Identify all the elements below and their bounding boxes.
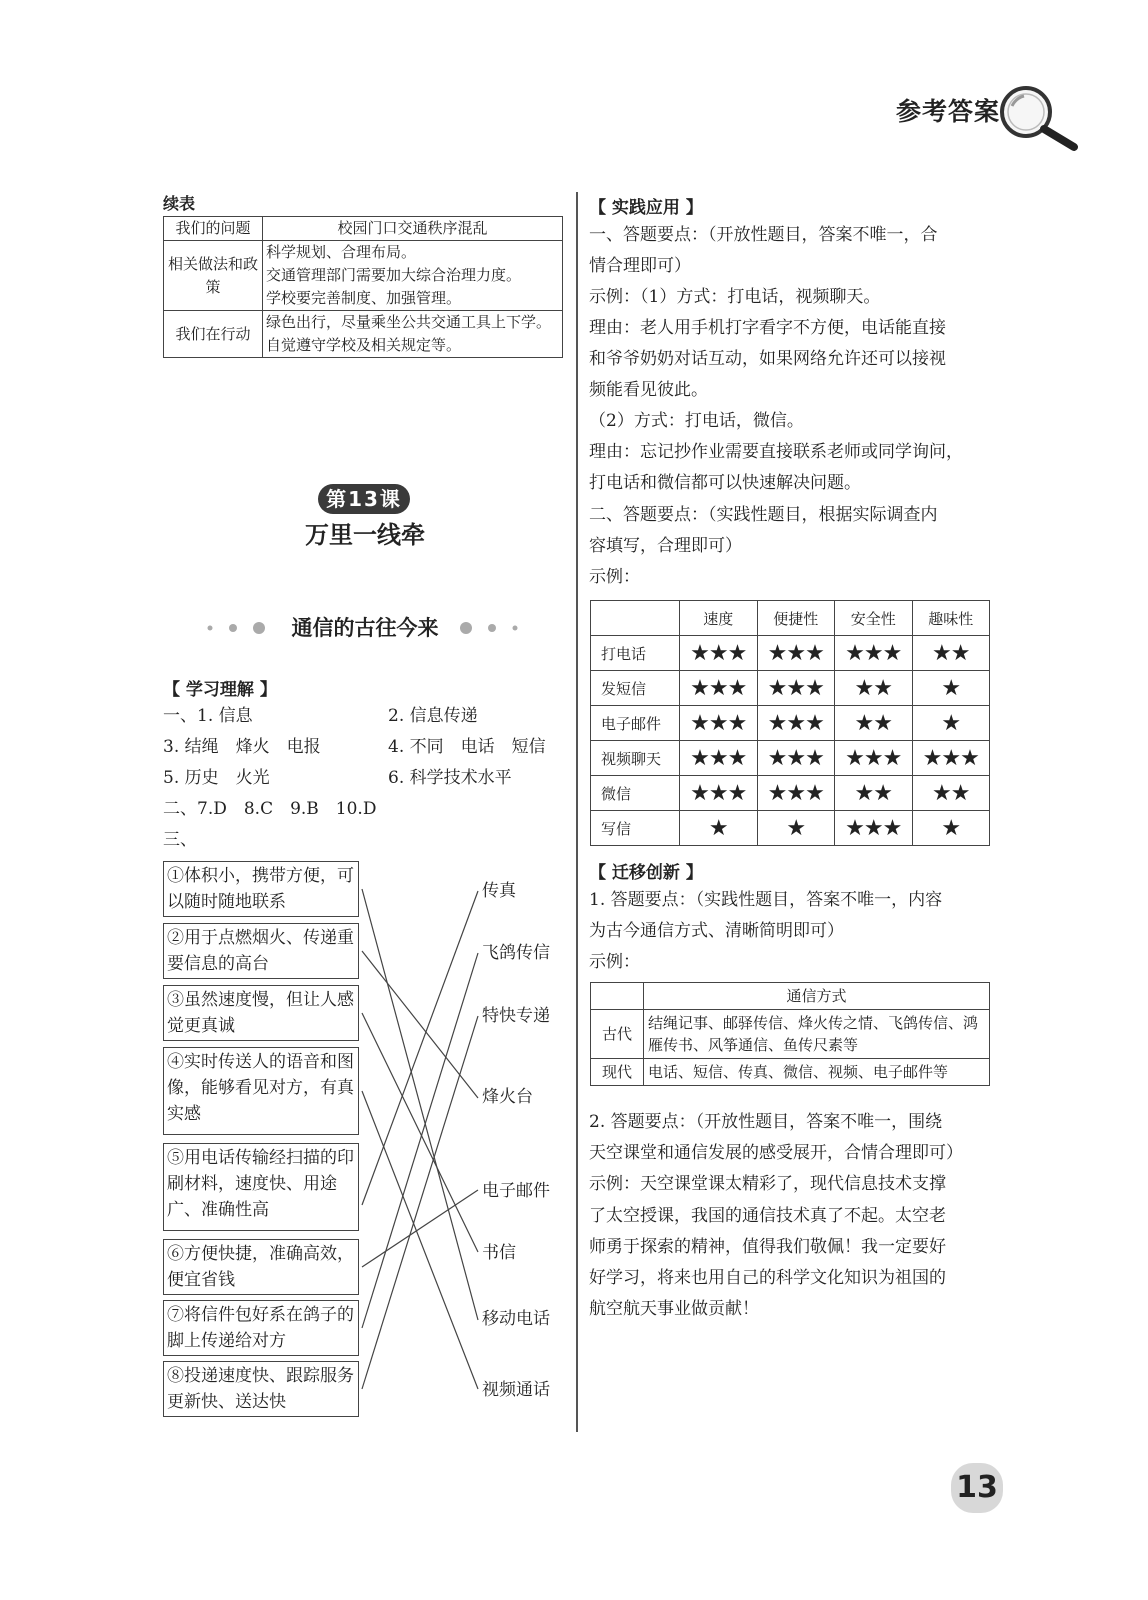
table-row (591, 776, 990, 811)
continued-table (163, 216, 563, 358)
star-rating: ★★★ (835, 741, 913, 776)
innovation-line: 示例： (589, 952, 640, 972)
matching-left-item: ①体积小，携带方便，可以随时随地联系 (163, 861, 359, 917)
matching-line (362, 1190, 478, 1267)
table-cell: 我们的问题 (164, 217, 263, 241)
matching-line (362, 953, 478, 1328)
lesson-badge: 第13课 (318, 484, 410, 514)
star-rating: ★★★ (757, 636, 835, 671)
study-heading: 【 学习理解 】 (163, 680, 277, 700)
star-rating: ★★★ (680, 706, 758, 741)
matching-right-item: 特快专递 (482, 1006, 550, 1026)
matching-right-item: 电子邮件 (482, 1181, 550, 1201)
practice-line: 示例：（1）方式：打电话，视频聊天。 (589, 287, 881, 307)
matching-left-item: ③虽然速度慢，但让人感觉更真诚 (163, 985, 359, 1041)
table-cell (263, 311, 563, 358)
star-rating: ★ (912, 671, 990, 706)
practice-line: 容填写，合理即可） (589, 536, 742, 556)
matching-right-item: 飞鸽传信 (482, 943, 550, 963)
table-row (164, 217, 563, 241)
table-cell (263, 241, 563, 311)
practice-line: 一、答题要点：（开放性题目，答案不唯一，合 (589, 225, 938, 245)
row-header: 现代 (591, 1059, 644, 1086)
star-rating: ★★★ (680, 636, 758, 671)
star-rating: ★★★ (680, 776, 758, 811)
matching-right-item: 视频通话 (482, 1380, 550, 1400)
row-head-text: 相关做法和政策 (167, 254, 258, 296)
row-header: 写信 (591, 811, 680, 846)
column-divider (576, 192, 578, 1432)
star-rating: ★★ (835, 776, 913, 811)
star-rating: ★ (912, 706, 990, 741)
star-rating: ★★ (835, 671, 913, 706)
column-header: 通信方式 (644, 983, 990, 1010)
row-header: 微信 (591, 776, 680, 811)
practice-line: 示例： (589, 567, 640, 587)
cell-line: 科学规划、合理布局。 (266, 243, 417, 261)
page-header-title: 参考答案 (896, 97, 1001, 126)
matching-right-item: 传真 (482, 881, 516, 901)
page-number: 13 (951, 1463, 1003, 1513)
matching-line (362, 951, 478, 1098)
innovation-line: 师勇于探索的精神，值得我们敬佩！我一定要好 (589, 1237, 946, 1257)
innovation-line: 为古今通信方式、清晰简明即可） (589, 921, 844, 941)
matching-right-item: 书信 (482, 1243, 516, 1263)
star-rating: ★ (757, 811, 835, 846)
rating-table (590, 600, 990, 846)
innovation-line: 1. 答题要点：（实践性题目，答案不唯一，内容 (589, 890, 943, 910)
cell-line: 交通管理部门需要加大综合治理力度。 (266, 266, 522, 284)
table-cell: 电话、短信、传真、微信、视频、电子邮件等 (644, 1059, 990, 1086)
row-header: 电子邮件 (591, 706, 680, 741)
cell-line: 自觉遵守学校及相关规定等。 (266, 336, 462, 354)
star-rating: ★★ (912, 776, 990, 811)
answer-text: 3. 结绳 烽火 电报 (163, 737, 321, 757)
row-header: 发短信 (591, 671, 680, 706)
matching-left-item: ⑦将信件包好系在鸽子的脚上传递给对方 (163, 1300, 359, 1356)
table-row (591, 1059, 990, 1086)
cell-line: 学校要完善制度、加强管理。 (266, 289, 462, 307)
star-rating: ★★★ (912, 741, 990, 776)
table-row (591, 636, 990, 671)
matching-left-item: ⑧投递速度快、跟踪服务更新快、送达快 (163, 1361, 359, 1417)
matching-line (362, 891, 478, 1205)
table-row (164, 311, 563, 358)
column-header: 便捷性 (757, 601, 835, 636)
table-cell (164, 241, 263, 311)
star-rating: ★★★ (757, 671, 835, 706)
table-row (164, 241, 563, 311)
lesson-title: 万里一线牵 (305, 521, 425, 549)
table-cell: 我们在行动 (164, 311, 263, 358)
matching-left-item: ②用于点燃烟火、传递重要信息的高台 (163, 923, 359, 979)
answer-text: 5. 历史 火光 (163, 768, 270, 788)
practice-line: 理由：老人用手机打字看字不方便，电话能直接 (589, 318, 946, 338)
star-rating: ★ (680, 811, 758, 846)
innovation-line: 航空航天事业做贡献！ (589, 1299, 759, 1319)
star-rating: ★★★ (680, 671, 758, 706)
practice-line: 和爷爷奶奶对话互动，如果网络允许还可以接视 (589, 349, 946, 369)
innovation-line: 天空课堂和通信发展的感受展开，合情合理即可） (589, 1143, 963, 1163)
matching-line (362, 1091, 478, 1389)
innovation-heading: 【 迁移创新 】 (589, 863, 703, 883)
column-header: 速度 (680, 601, 758, 636)
matching-line (362, 1013, 478, 1252)
innovation-line: 了太空授课，我国的通信技术真了不起。太空老 (589, 1206, 946, 1226)
star-rating: ★★★ (680, 741, 758, 776)
innovation-line: 2. 答题要点：（开放性题目，答案不唯一，围绕 (589, 1112, 943, 1132)
matching-line (362, 889, 478, 1320)
row-header: 古代 (591, 1010, 644, 1059)
star-rating: ★★★ (835, 811, 913, 846)
table-row (591, 671, 990, 706)
practice-line: 二、答题要点：（实践性题目，根据实际调查内 (589, 505, 938, 525)
answer-text: 2. 信息传递 (388, 706, 478, 726)
continued-table-label: 续表 (163, 194, 196, 213)
row-header: 打电话 (591, 636, 680, 671)
star-rating: ★★ (835, 706, 913, 741)
practice-line: 频能看见彼此。 (589, 380, 708, 400)
table-cell: 结绳记事、邮驿传信、烽火传之情、飞鸽传信、鸿雁传书、风筝通信、鱼传尺素等 (644, 1010, 990, 1059)
column-header: 趣味性 (912, 601, 990, 636)
star-rating: ★★★ (835, 636, 913, 671)
magnifier-icon (996, 84, 1080, 154)
matching-left-item: ⑤用电话传输经扫描的印刷材料，速度快、用途广、准确性高 (163, 1143, 359, 1231)
column-header: 安全性 (835, 601, 913, 636)
answer-text: 一、1. 信息 (163, 706, 253, 726)
practice-line: 情合理即可） (589, 256, 691, 276)
table-row (591, 1010, 990, 1059)
matching-right-item: 烽火台 (482, 1087, 533, 1107)
matching-right-item: 移动电话 (482, 1309, 550, 1329)
table-header-row (591, 983, 990, 1010)
innovation-line: 示例：天空课堂课太精彩了，现代信息技术支撑 (589, 1174, 946, 1194)
answer-text: 三、 (163, 830, 197, 850)
answer-text: 6. 科学技术水平 (388, 768, 512, 788)
table-cell: 校园门口交通秩序混乱 (263, 217, 563, 241)
practice-line: 打电话和微信都可以快速解决问题。 (589, 473, 861, 493)
star-rating: ★★ (912, 636, 990, 671)
star-rating: ★★★ (757, 741, 835, 776)
star-rating: ★ (912, 811, 990, 846)
table-header-row (591, 601, 990, 636)
matching-line (362, 1016, 478, 1389)
table-row (591, 811, 990, 846)
practice-line: （2）方式：打电话，微信。 (589, 411, 804, 431)
innovation-line: 好学习，将来也用自己的科学文化知识为祖国的 (589, 1268, 946, 1288)
practice-line: 理由：忘记抄作业需要直接联系老师或同学询问， (589, 442, 963, 462)
table-row (591, 741, 990, 776)
column-header (591, 601, 680, 636)
matching-left-item: ⑥方便快捷，准确高效，便宜省钱 (163, 1239, 359, 1295)
cell-line: 绿色出行，尽量乘坐公共交通工具上下学。 (266, 313, 552, 331)
communication-table (590, 982, 990, 1086)
practice-heading: 【 实践应用 】 (589, 198, 703, 218)
table-row (591, 706, 990, 741)
section-title: 通信的古往今来 (291, 616, 439, 640)
row-header: 视频聊天 (591, 741, 680, 776)
decorative-dots-right (460, 620, 520, 636)
answer-text: 4. 不同 电话 短信 (388, 737, 546, 757)
star-rating: ★★★ (757, 776, 835, 811)
table-cell (591, 983, 644, 1010)
matching-left-item: ④实时传送人的语音和图像，能够看见对方，有真实感 (163, 1047, 359, 1135)
star-rating: ★★★ (757, 706, 835, 741)
answer-text: 二、7.D 8.C 9.B 10.D (163, 799, 377, 819)
